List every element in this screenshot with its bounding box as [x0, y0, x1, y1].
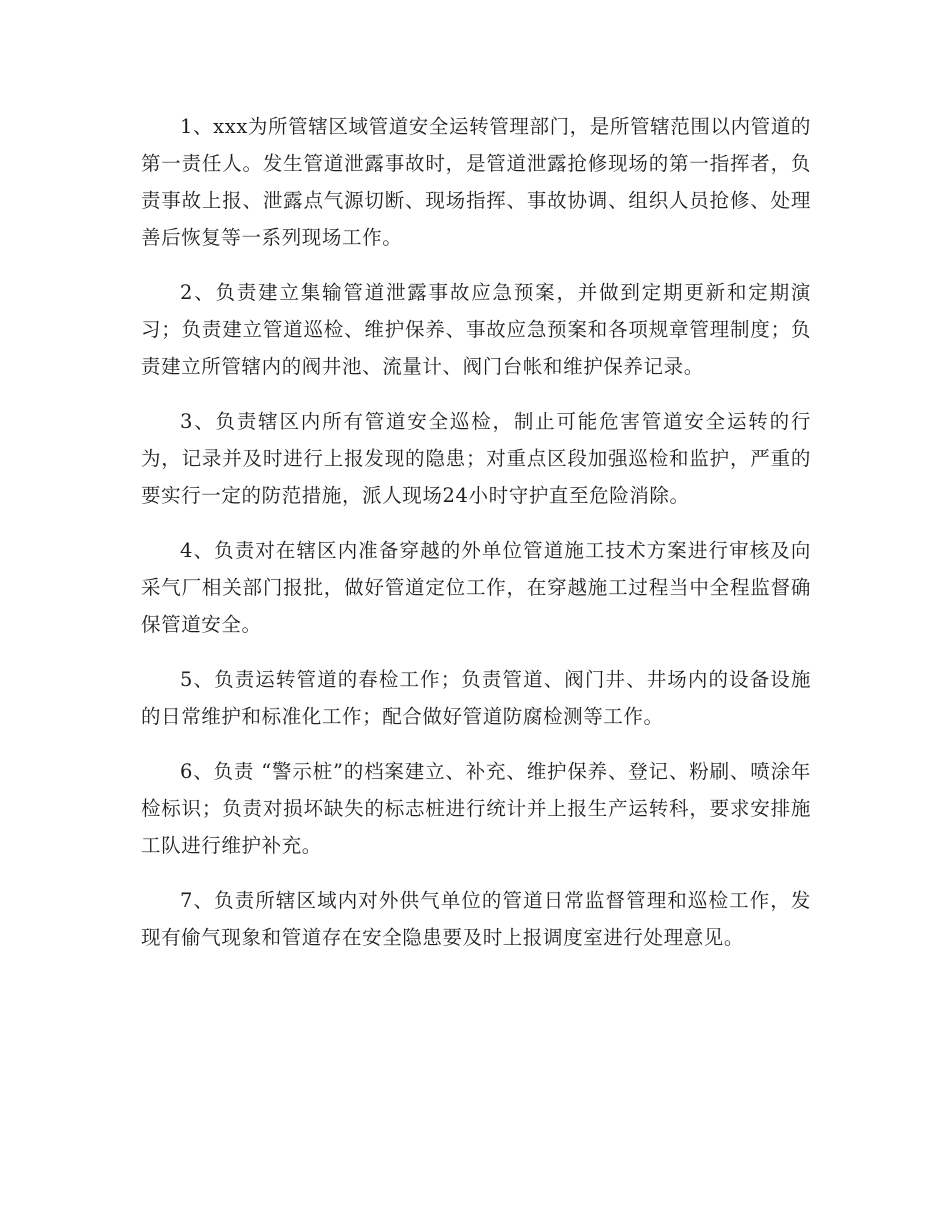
- paragraph-4: 4、负责对在辖区内准备穿越的外单位管道施工技术方案进行审核及向采气厂相关部门报批，做好管道定位工作，在穿越施工过程当中全程监督确保管道安全。: [141, 539, 811, 636]
- paragraph-7: 7、负责所辖区域内对外供气单位的管道日常监督管理和巡检工作，发现有偷气现象和管道存在安全隐患要及时上报调度室进行处理意见。: [141, 889, 811, 949]
- paragraph-6: 6、负责 “警示桩”的档案建立、补充、维护保养、登记、粉刷、喷涂年检标识；负责对损坏缺失的标志桩进行统计并上报生产运转科，要求安排施工队进行维护补充。: [141, 760, 811, 857]
- paragraph-5: 5、负责运转管道的春检工作；负责管道、阀门井、井场内的设备设施的日常维护和标准化工作；配合做好管道防腐检测等工作。: [141, 668, 811, 728]
- document-body: [141, 108, 811, 974]
- paragraph-1: 1、xxx为所管辖区域管道安全运转管理部门，是所管辖范围以内管道的第一责任人。发生管道泄露事故时，是管道泄露抢修现场的第一指挥者，负责事故上报、泄露点气源切断、现场指挥、事故协调、组织人员抢修、处理善后恢复等一系列现场工作。: [141, 115, 811, 249]
- paragraph-3: 3、负责辖区内所有管道安全巡检，制止可能危害管道安全运转的行为，记录并及时进行上报发现的隐患；对重点区段加强巡检和监护，严重的要实行一定的防范措施，派人现场24小时守护直至危险消除。: [141, 410, 811, 507]
- paragraph-2: 2、负责建立集输管道泄露事故应急预案，并做到定期更新和定期演习；负责建立管道巡检、维护保养、事故应急预案和各项规章管理制度；负责建立所管辖内的阀井池、流量计、阀门台帐和维护保养记录。: [141, 281, 811, 378]
